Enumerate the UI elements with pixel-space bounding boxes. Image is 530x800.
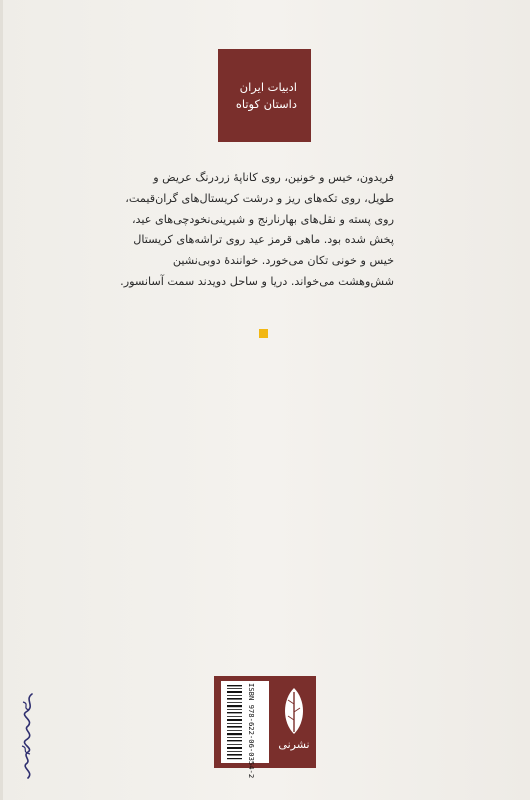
spine-edge [0,0,3,800]
series-badge [218,49,311,142]
blurb-line: فریدون، خیس و خونین، روی کاناپهٔ زردرنگ عریض و [153,171,394,184]
publisher-name: نشرنی [278,738,310,751]
isbn-number: ISBN 978-622-06-0354-2 [247,683,256,779]
barcode [227,683,242,761]
blurb-line: شش‌وهشت می‌خواند. دریا و ساحل دویدند سمت آسانسور. [120,274,394,288]
series-subtitle: داستان کوتاه [235,96,297,111]
blurb-line: پخش شده بود. ماهی قرمز عید روی تراشه‌های کریستال [133,233,394,247]
marker-square [259,329,268,338]
leaf-icon [276,682,312,764]
blurb-text [120,168,394,308]
blurb-line: طویل، روی تکه‌های ریز و درشت کریستال‌های گران‌قیمت، [125,191,394,205]
handwritten-signature [14,690,42,782]
blurb-line: روی پسته و نقل‌های بهارنارنج و شیرینی‌نخودچی‌های عید، [131,212,394,226]
series-title: ادبیات ایران [239,79,297,94]
blurb-line: خیس و خونی تکان می‌خورد. خوانندهٔ دوبی‌نشین [172,254,394,268]
